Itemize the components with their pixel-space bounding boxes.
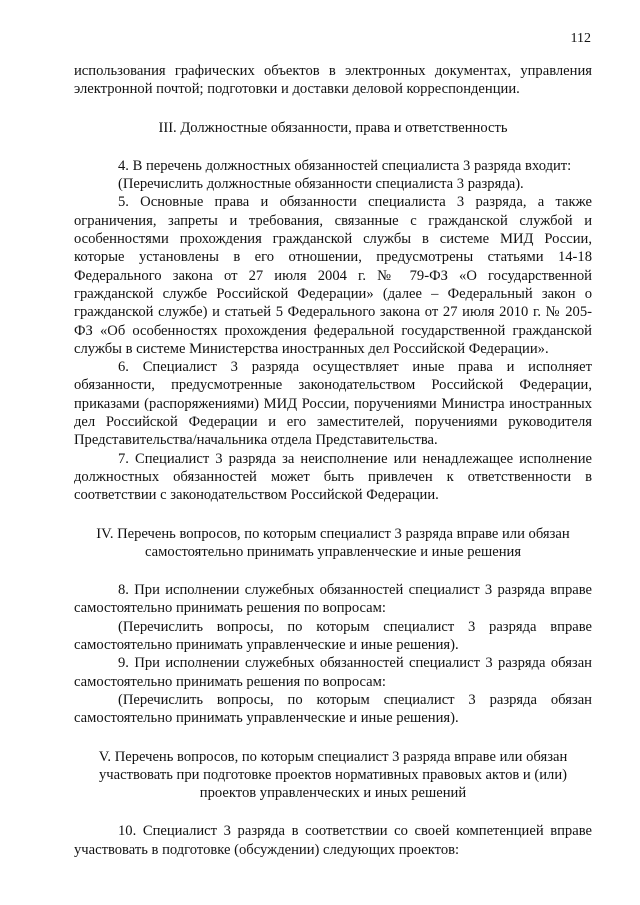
paragraph-10: 10. Специалист 3 разряда в соответствии со своей компетенцией вправе участвовать в подготовке (обсуждении) следующих проектов: (74, 823, 592, 858)
paragraph-8-placeholder: (Перечислить вопросы, по которым специалист 3 разряда вправе самостоятельно принимать управленческие и иные решения). (74, 618, 592, 654)
document-body (74, 62, 592, 859)
section-heading-iv-line-2: самостоятельно принимать управленческие и иные решения (144, 543, 522, 560)
paragraph-6: 6. Специалист 3 разряда осуществляет иные права и исполняет обязанности, предусмотренные законодательством Российской Федерации, приказами (распоряжениями) МИД России, поручениями Министра иностранных дел Российской Федерации и его заместителей, поручениями руководителя Представительства/начальника отдела Представительства. (74, 359, 592, 449)
section-heading-v-line-2: участвовать при подготовке проектов нормативных правовых актов и (или) (99, 766, 567, 783)
page-number: 112 (570, 31, 591, 46)
paragraph-5: 5. Основные права и обязанности специалиста 3 разряда, а также ограничения, запреты и требования, связанные с гражданской службой и особенностями прохождения гражданской службы в системе МИД России, которые установлены в его отношении, предусмотрены статьями 14-18 Федерального закона от 27 июля 2004 г. № 79-ФЗ «О государственной гражданской службе Российской Федерации» (далее – Федеральный закон о гражданской службе) и статьей 5 Федерального закона от 27 июля 2010 г. № 205-ФЗ «Об особенностях прохождения федеральной государственной гражданской службы в системе Министерства иностранных дел Российской Федерации». (74, 194, 592, 357)
paragraph-8: 8. При исполнении служебных обязанностей специалист 3 разряда вправе самостоятельно принимать решения по вопросам: (74, 582, 592, 617)
paragraph-continuation: использования графических объектов в электронных документах, управления электронной почтой; подготовки и доставки деловой корреспонденции. (74, 63, 592, 98)
paragraph-4-placeholder: (Перечислить должностные обязанности специалиста 3 разряда). (118, 176, 524, 193)
section-heading-iv-line-1: IV. Перечень вопросов, по которым специалист 3 разряда вправе или обязан (96, 525, 570, 542)
paragraph-9-placeholder: (Перечислить вопросы, по которым специалист 3 разряда обязан самостоятельно принимать управленческие и иные решения). (74, 691, 592, 727)
section-heading-v-line-1: V. Перечень вопросов, по которым специалист 3 разряда вправе или обязан (98, 748, 568, 765)
section-heading-v-line-3: проектов управленческих и иных решений (199, 785, 467, 802)
section-heading-iii: III. Должностные обязанности, права и ответственность (158, 119, 508, 136)
paragraph-7: 7. Специалист 3 разряда за неисполнение или ненадлежащее исполнение должностных обязанностей может быть привлечен к ответственности в соответствии с законодательством Российской Федерации. (74, 450, 592, 504)
paragraph-9: 9. При исполнении служебных обязанностей специалист 3 разряда обязан самостоятельно принимать решения по вопросам: (74, 655, 592, 690)
paragraph-4: 4. В перечень должностных обязанностей специалиста 3 разряда входит: (118, 157, 572, 174)
